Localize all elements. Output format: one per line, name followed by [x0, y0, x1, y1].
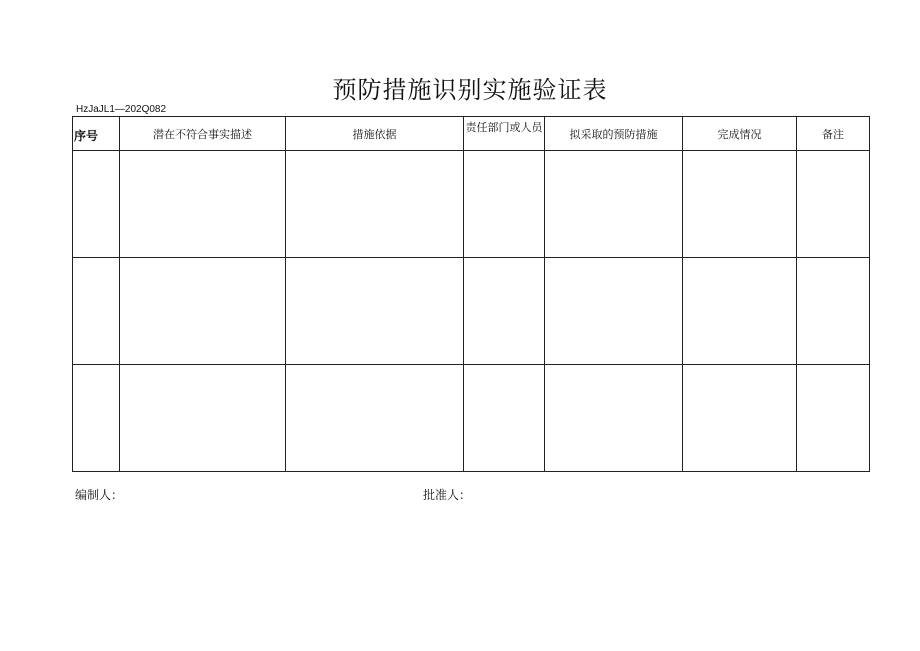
table-row [73, 365, 870, 472]
approver-signature-label: 批准人： [423, 488, 472, 502]
cell-responsible-party[interactable] [464, 365, 545, 472]
cell-responsible-party[interactable] [464, 258, 545, 365]
header-nonconformity-description: 潜在不符合事实描述 [120, 117, 286, 151]
cell-measure-basis[interactable] [286, 151, 464, 258]
header-remarks: 备注 [797, 117, 870, 151]
table-header-row [73, 117, 870, 151]
cell-nonconformity-description[interactable] [120, 365, 286, 472]
cell-measure-basis[interactable] [286, 365, 464, 472]
header-planned-measures: 拟采取的预防措施 [545, 117, 683, 151]
header-measure-basis: 措施依据 [286, 117, 464, 151]
table-row [73, 151, 870, 258]
header-responsible-party: 责任部门或人员 [464, 117, 545, 151]
cell-nonconformity-description[interactable] [120, 151, 286, 258]
cell-remarks[interactable] [797, 151, 870, 258]
cell-serial-number[interactable] [73, 365, 120, 472]
compiler-signature-label: 编制人： [75, 488, 124, 502]
cell-serial-number[interactable] [73, 151, 120, 258]
header-completion-status: 完成情况 [683, 117, 797, 151]
cell-planned-measures[interactable] [545, 151, 683, 258]
cell-completion-status[interactable] [683, 365, 797, 472]
cell-completion-status[interactable] [683, 258, 797, 365]
cell-planned-measures[interactable] [545, 258, 683, 365]
cell-remarks[interactable] [797, 258, 870, 365]
cell-completion-status[interactable] [683, 151, 797, 258]
cell-remarks[interactable] [797, 365, 870, 472]
header-serial-number: 序号 [73, 117, 120, 151]
cell-planned-measures[interactable] [545, 365, 683, 472]
cell-measure-basis[interactable] [286, 258, 464, 365]
cell-serial-number[interactable] [73, 258, 120, 365]
document-title: 预防措施识别实施验证表 [332, 76, 608, 104]
document-number: HzJaJL1—202Q082 [76, 104, 167, 115]
preventive-measures-table [72, 116, 870, 472]
cell-responsible-party[interactable] [464, 151, 545, 258]
cell-nonconformity-description[interactable] [120, 258, 286, 365]
table-row [73, 258, 870, 365]
